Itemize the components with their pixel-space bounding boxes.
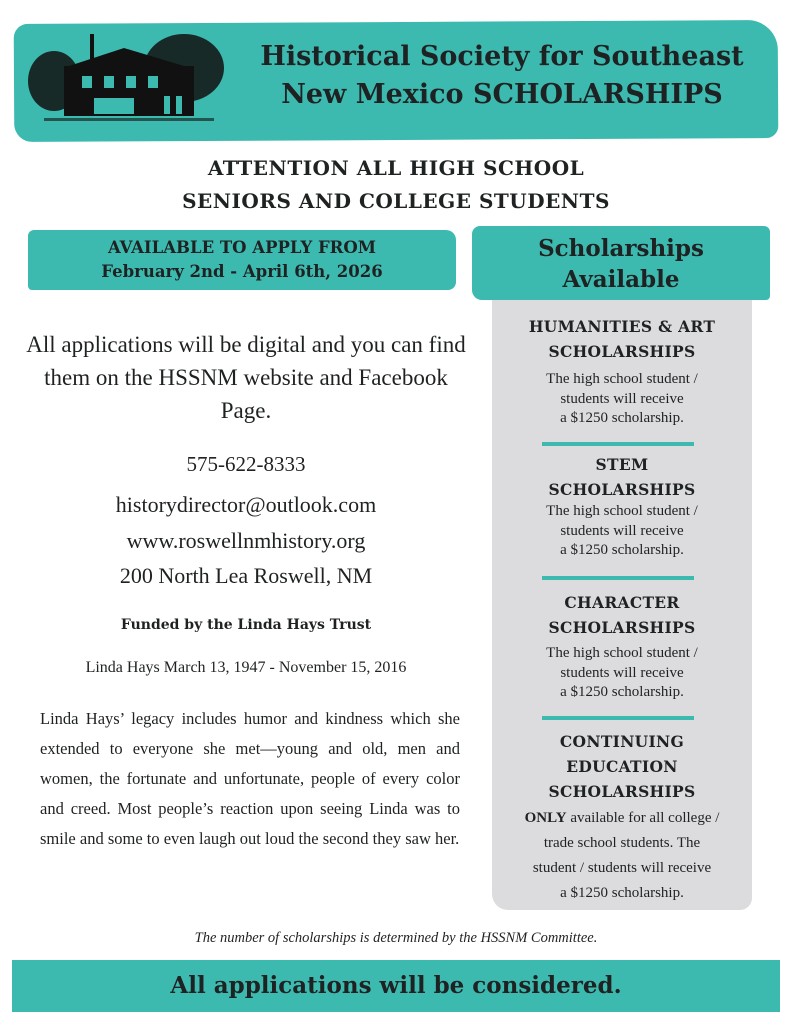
scholarships-heading-line-2: Available [562,266,680,293]
title-line-1: Historical Society for Southeast [260,41,744,72]
scholarship-humanities [492,314,752,429]
only-emphasis: ONLY [524,810,567,826]
scholarship-desc: a $1250 scholarship. [560,684,684,700]
apply-dates: February 2nd - April 6th, 2026 [101,262,383,281]
scholarship-title: SCHOLARSHIPS [548,782,696,801]
phone-number: 575-622-8333 [186,452,306,476]
scholarship-desc [492,806,752,831]
scholarship-character [492,590,752,703]
street-address: 200 North Lea Roswell, NM [119,563,373,588]
scholarship-desc: students will receive [560,664,684,681]
scholarships-heading [472,226,770,300]
scholarships-panel [492,300,752,910]
application-window-banner [28,230,456,290]
scholarship-desc: student / students will receive [532,860,712,876]
scholarship-title: SCHOLARSHIPS [548,480,696,499]
section-divider [542,576,694,580]
scholarship-desc: a $1250 scholarship. [560,542,684,558]
scholarship-desc: The high school student / [546,503,698,519]
funded-by: Funded by the Linda Hays Trust [120,617,372,633]
title-line-2: New Mexico SCHOLARSHIPS [281,79,723,110]
scholarship-desc: The high school student / [546,371,698,387]
scholarship-desc: students will receive [560,522,684,539]
page-title [232,38,772,114]
email-address: historydirector@outlook.com [115,492,377,517]
legacy-paragraph: Linda Hays’ legacy includes humor and kindness which she extended to everyone she met—young and old, men and women, the fortunate and unfortunate, people of every color and creed. Most people’s reaction upon seeing Linda was to smile and some to even laugh out loud the second they saw her. [40,709,460,848]
scholarships-heading-line-1: Scholarships [538,235,704,262]
scholarship-continuing-education [492,729,752,906]
scholarship-title: STEM [595,455,649,474]
attention-line-1: ATTENTION ALL HIGH SCHOOL [207,156,585,180]
attention-line-2: SENIORS AND COLLEGE STUDENTS [182,189,610,213]
scholarship-desc-text: available for all college / [566,810,720,826]
scholarship-desc: a $1250 scholarship. [560,410,684,426]
footer-banner: All applications will be considered. [12,960,780,1012]
scholarship-desc: a $1250 scholarship. [560,885,684,901]
intro-text: All applications will be digital and you can find them on the HSSNM website and Facebook Page. [26,332,466,423]
website-url: www.roswellnmhistory.org [126,528,366,553]
attention-heading [0,152,792,218]
scholarship-title: CONTINUING [559,732,685,751]
section-divider [542,716,694,720]
scholarship-desc: The high school student / [546,645,698,661]
scholarship-desc: trade school students. The [543,835,701,851]
scholarship-stem [492,452,752,561]
scholarship-desc: students will receive [560,390,684,407]
apply-label: AVAILABLE TO APPLY FROM [107,238,377,257]
section-divider [542,442,694,446]
scholarship-title: CHARACTER [564,593,680,612]
historic-building-logo-icon [24,26,229,136]
committee-note: The number of scholarships is determined by the HSSNM Committee. [194,930,598,946]
scholarship-title: SCHOLARSHIPS [548,618,696,637]
lifespan: Linda Hays March 13, 1947 - November 15, 2016 [85,659,407,676]
scholarship-title: SCHOLARSHIPS [548,342,696,361]
scholarship-title: EDUCATION [566,757,678,776]
scholarship-title: HUMANITIES & ART [528,317,716,336]
